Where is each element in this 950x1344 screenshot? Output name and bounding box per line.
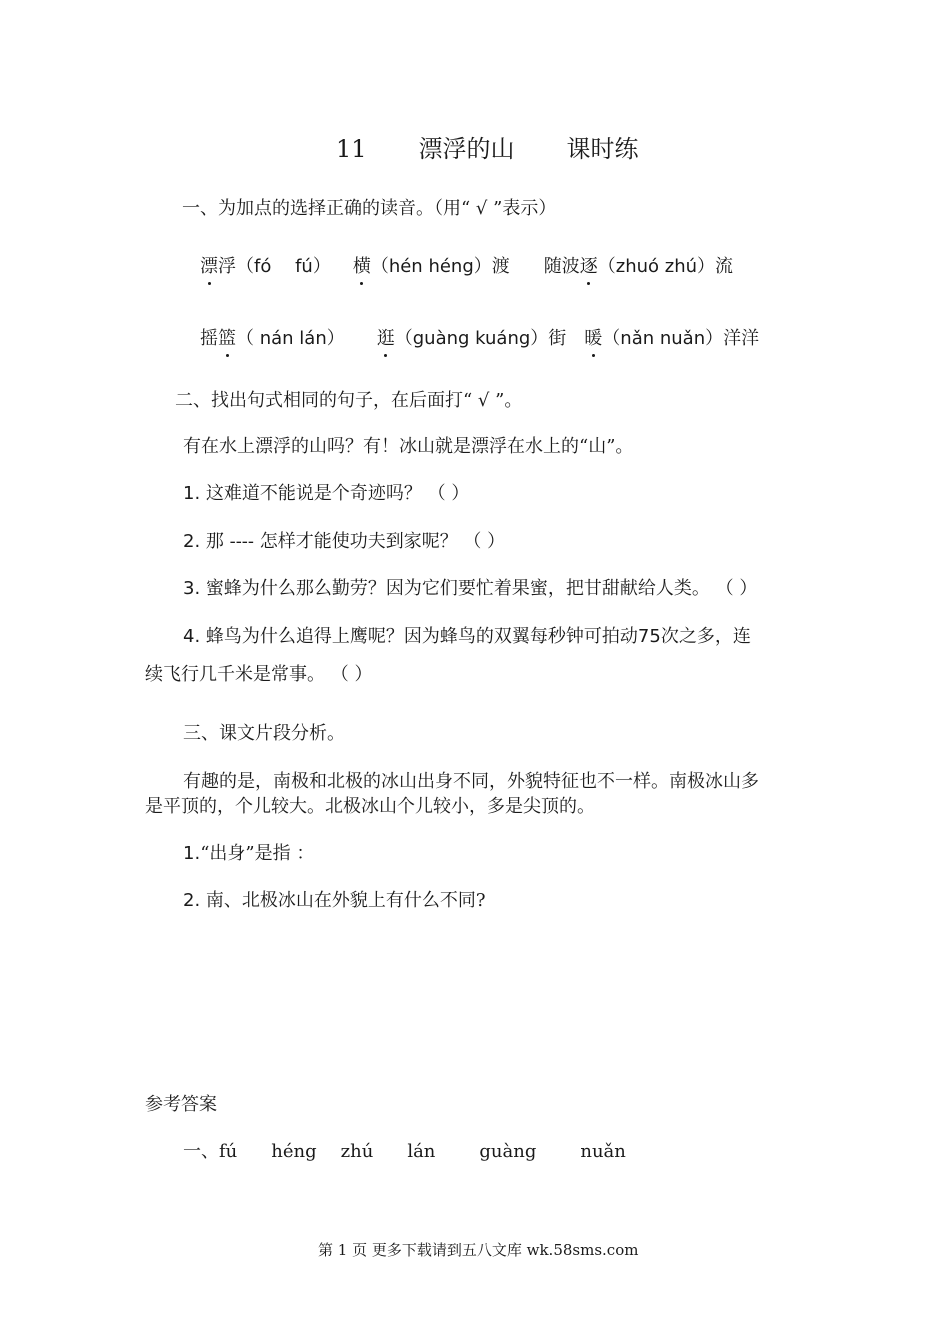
answers-line [183, 1140, 626, 1164]
dotted-char: 漂 [200, 256, 218, 277]
section2-item-1 [183, 482, 469, 506]
answer-item: guàng [479, 1141, 537, 1162]
title-number: 11 [336, 135, 367, 163]
section2-item-3 [183, 577, 757, 601]
dotted-char: 篮 [218, 328, 236, 349]
answers-heading: 参考答案 [145, 1094, 217, 1115]
dotted-char: 横 [352, 256, 371, 277]
passage-line-1: 有趣的是，南极和北极的冰山出身不同，外貌特征也不一样。南极冰山多 [183, 771, 759, 792]
item-text: 次之多，连 [660, 626, 751, 647]
page-footer: 第 1 页 更多下载请到五八文库 wk.58sms.com [318, 1241, 639, 1259]
section2-item-4 [183, 625, 751, 649]
section2-item-2 [183, 530, 505, 554]
item-text: 那 ---- 怎样才能使功夫到家呢？ （ ） [205, 531, 506, 552]
item-number-inline: 75 [637, 626, 661, 647]
page-title [336, 134, 639, 164]
section3-question-2 [183, 889, 486, 913]
char-rest: 浮 [218, 256, 236, 277]
answer-item: 一、fú [183, 1141, 238, 1162]
item-number: 1. [183, 843, 201, 864]
item-text: “出身”是指 ： [200, 843, 315, 864]
answer-item: héng [271, 1141, 317, 1162]
dotted-char: 暖 [584, 328, 603, 349]
item-number: 2. [183, 531, 201, 552]
item-number: 2. [183, 890, 201, 911]
section1-heading: 一、为加点的选择正确的读音。（用“ √ ”表示） [182, 198, 557, 219]
title-name: 漂浮的山 [418, 135, 515, 163]
section2-item-4-cont: 续飞行几千米是常事。 （ ） [145, 664, 373, 685]
section3-heading: 三、课文片段分析。 [183, 723, 345, 744]
char-rest: 摇 [200, 328, 218, 349]
pinyin-row-1 [200, 255, 733, 279]
section3-question-1 [183, 842, 314, 866]
pinyin-options: （guàng kuáng）街 [394, 328, 567, 349]
title-suffix: 课时练 [566, 135, 639, 163]
answer-item: zhú [340, 1141, 374, 1162]
item-text: 这难道不能说是个奇迹吗？ （ ） [205, 483, 470, 504]
pinyin-options: （zhuó zhú）流 [597, 256, 734, 277]
item-number: 4. [183, 626, 201, 647]
char-rest: 随波 [543, 256, 580, 277]
item-text: 蜂鸟为什么追得上鹰呢？因为蜂鸟的双翼每秒钟可拍动 [205, 626, 638, 647]
item-number: 1. [183, 483, 201, 504]
pinyin-options: （hén héng）渡 [370, 256, 510, 277]
pinyin-options: （nǎn nuǎn）洋洋 [602, 328, 760, 349]
section2-heading: 二、找出句式相同的句子，在后面打“ √ ”。 [175, 390, 523, 411]
pinyin-options: （ nán lán） [236, 328, 345, 349]
item-number: 3. [183, 578, 201, 599]
answer-item: nuǎn [580, 1141, 626, 1162]
pinyin-row-2 [200, 327, 759, 351]
dotted-char: 逐 [579, 256, 598, 277]
item-text: 南、北极冰山在外貌上有什么不同? [205, 890, 486, 911]
passage-line-2: 是平顶的，个儿较大。北极冰山个儿较小，多是尖顶的。 [145, 796, 595, 817]
answer-item: lán [407, 1141, 436, 1162]
pinyin-options: （fó fú） [236, 256, 331, 277]
item-text: 蜜蜂为什么那么勤劳？因为它们要忙着果蜜，把甘甜献给人类。 （ ） [205, 578, 758, 599]
section2-example: 有在水上漂浮的山吗？有！冰山就是漂浮在水上的“山”。 [183, 436, 634, 457]
dotted-char: 逛 [376, 328, 395, 349]
